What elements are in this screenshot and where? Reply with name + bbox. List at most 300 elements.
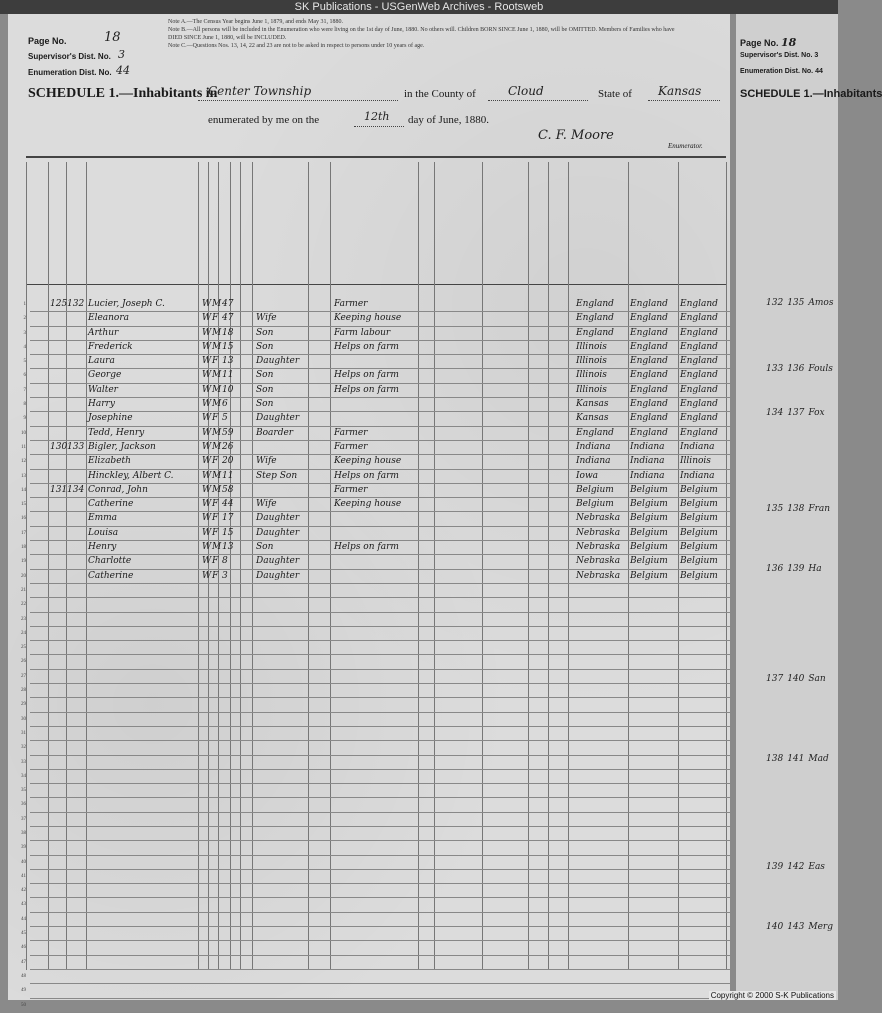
table-row [23, 412, 730, 426]
table-row [21, 927, 730, 941]
table-row [21, 856, 730, 870]
cell-color: W [202, 427, 212, 438]
cell-dwelling: 125 [50, 299, 68, 309]
table-row [21, 670, 730, 684]
table-row [21, 999, 730, 1013]
cell-father: England [630, 399, 668, 410]
cell-n: 24 [21, 630, 26, 636]
cell-n: 40 [21, 859, 26, 865]
next-page-entry [766, 862, 829, 872]
cell-age: 26 [222, 441, 234, 452]
cell-name: Henry [88, 542, 117, 553]
cell-color: W [202, 456, 212, 467]
next-entry-family: 136 [787, 364, 805, 374]
cell-age: 11 [222, 470, 234, 481]
cell-relation: Son [256, 327, 274, 338]
cell-father: England [630, 327, 668, 338]
cell-n: 29 [21, 702, 26, 708]
cell-n: 43 [21, 902, 26, 908]
county: Cloud [508, 84, 544, 98]
next-entry-name: Fran [808, 504, 831, 514]
table-row [21, 541, 730, 555]
cell-family: 133 [67, 441, 85, 452]
cell-color: W [202, 542, 212, 553]
cell-color: W [202, 413, 212, 424]
cell-name: Tedd, Henry [88, 427, 145, 438]
cell-n: 18 [21, 545, 26, 551]
next-page-entry [766, 754, 833, 764]
table-row [21, 813, 730, 827]
supervisor-label: Supervisor's Dist. No. [28, 52, 111, 61]
cell-color: W [202, 441, 212, 452]
cell-n: 28 [21, 688, 26, 694]
table-row [21, 956, 730, 970]
cell-birth: England [576, 299, 614, 309]
cell-sex: F [212, 499, 219, 510]
cell-father: Belgium [630, 570, 668, 581]
table-row [21, 498, 730, 512]
cell-mother: Belgium [680, 556, 718, 567]
cell-n: 46 [21, 945, 26, 951]
next-page-entry [766, 564, 826, 574]
cell-sex: F [212, 313, 219, 324]
next-entry-dwelling: 134 [766, 408, 784, 418]
cell-birth: Nebraska [576, 527, 621, 538]
table-row [21, 641, 730, 655]
cell-sex: M [212, 327, 222, 338]
next-entry-family: 140 [787, 674, 805, 684]
township: Center Township [208, 84, 312, 98]
cell-name: Emma [88, 513, 118, 524]
cell-color: W [202, 399, 212, 410]
cell-birth: Illinois [576, 370, 607, 381]
cell-name: Louisa [88, 527, 119, 538]
next-entry-dwelling: 137 [766, 674, 784, 684]
cell-father: England [630, 299, 668, 309]
copyright: Copyright © 2000 S-K Publications [710, 991, 834, 1000]
cell-age: 3 [222, 570, 228, 581]
table-row [21, 570, 730, 584]
cell-age: 10 [222, 384, 234, 395]
cell-n: 45 [21, 931, 26, 937]
table-row [21, 898, 730, 912]
cell-father: England [630, 341, 668, 352]
cell-sex: F [212, 527, 219, 538]
enumeration-label: Enumeration Dist. No. [28, 68, 112, 77]
cell-birth: Illinois [576, 384, 607, 395]
cell-n: 23 [21, 616, 26, 622]
cell-birth: Kansas [576, 413, 609, 424]
next-entry-family: 135 [787, 298, 805, 308]
cell-occupation: Helps on farm [334, 542, 399, 553]
cell-age: 47 [222, 299, 234, 309]
table-row [23, 327, 730, 341]
cell-occupation: Helps on farm [334, 384, 399, 395]
table-row [21, 784, 730, 798]
cell-age: 18 [222, 327, 234, 338]
next-entry-family: 142 [787, 862, 805, 872]
cell-sex: F [212, 570, 219, 581]
cell-n: 8 [23, 402, 26, 408]
table-row [21, 627, 730, 641]
cell-age: 20 [222, 456, 234, 467]
cell-birth: Nebraska [576, 556, 621, 567]
cell-n: 7 [23, 387, 26, 393]
cell-mother: Indiana [680, 441, 715, 452]
cell-relation: Son [256, 341, 274, 352]
enumeration-day: 12th [364, 110, 390, 123]
cell-relation: Daughter [256, 513, 300, 524]
next-entry-name: Merg [808, 922, 833, 932]
cell-mother: England [680, 370, 718, 381]
cell-n: 17 [21, 530, 26, 536]
cell-relation: Daughter [256, 413, 300, 424]
cell-sex: M [212, 484, 222, 495]
table-row [21, 527, 730, 541]
next-page-label: Page No. 18 [740, 36, 797, 49]
cell-occupation: Helps on farm [334, 341, 399, 352]
cell-birth: Indiana [576, 456, 611, 467]
cell-n: 10 [21, 430, 26, 436]
cell-n: 48 [21, 973, 26, 979]
cell-occupation: Helps on farm [334, 370, 399, 381]
cell-n: 13 [21, 473, 26, 479]
cell-age: 15 [222, 341, 234, 352]
cell-n: 34 [21, 773, 26, 779]
cell-age: 17 [222, 513, 234, 524]
cell-n: 4 [23, 344, 26, 350]
cell-n: 31 [21, 730, 26, 736]
table-row [21, 713, 730, 727]
cell-relation: Step Son [256, 470, 298, 481]
cell-name: Eleanora [88, 313, 130, 324]
cell-n: 36 [21, 802, 26, 808]
cell-n: 35 [21, 788, 26, 794]
county-label: in the County of [404, 88, 476, 100]
cell-mother: England [680, 413, 718, 424]
table-row [23, 341, 730, 355]
next-entry-family: 138 [787, 504, 805, 514]
cell-father: England [630, 413, 668, 424]
cell-birth: Kansas [576, 399, 609, 410]
cell-father: England [630, 356, 668, 367]
note-a: Note A.—The Census Year begins June 1, 1879, and ends May 31, 1880. [168, 19, 343, 25]
cell-relation: Son [256, 399, 274, 410]
next-entry-name: Amos [808, 298, 834, 308]
table-row [21, 598, 730, 612]
cell-n: 39 [21, 845, 26, 851]
next-entry-name: Ha [808, 564, 822, 574]
cell-occupation: Farmer [334, 427, 368, 438]
table-row [23, 312, 730, 326]
cell-n: 30 [21, 716, 26, 722]
cell-relation: Daughter [256, 356, 300, 367]
cell-age: 13 [222, 356, 234, 367]
cell-n: 37 [21, 816, 26, 822]
next-page-entry [766, 504, 834, 514]
cell-sex: F [212, 456, 219, 467]
cell-name: Charlotte [88, 556, 132, 567]
next-entry-dwelling: 132 [766, 298, 784, 308]
table-row [21, 512, 730, 526]
cell-color: W [202, 313, 212, 324]
cell-father: England [630, 427, 668, 438]
cell-color: W [202, 499, 212, 510]
table-row [21, 913, 730, 927]
cell-color: W [202, 341, 212, 352]
cell-mother: England [680, 341, 718, 352]
cell-age: 11 [222, 370, 234, 381]
cell-birth: Nebraska [576, 513, 621, 524]
cell-color: W [202, 527, 212, 538]
cell-sex: M [212, 299, 222, 309]
cell-name: Hinckley, Albert C. [88, 470, 174, 481]
cell-occupation: Farmer [334, 299, 368, 309]
cell-age: 6 [222, 399, 228, 410]
cell-name: Arthur [88, 327, 119, 338]
table-row [23, 298, 730, 312]
cell-family: 134 [67, 484, 85, 495]
cell-n: 1 [23, 302, 26, 307]
cell-sex: M [212, 427, 222, 438]
cell-relation: Daughter [256, 527, 300, 538]
cell-dwelling: 130 [50, 441, 68, 452]
next-page-entry [766, 298, 837, 308]
cell-n: 44 [21, 916, 26, 922]
next-entry-family: 139 [787, 564, 805, 574]
next-entry-family: 141 [787, 754, 805, 764]
cell-n: 11 [21, 444, 26, 450]
next-schedule-title: SCHEDULE 1.—Inhabitants [740, 88, 882, 100]
cell-occupation: Keeping house [334, 313, 402, 324]
cell-birth: Illinois [576, 356, 607, 367]
table-row [21, 727, 730, 741]
state-label: State of [598, 88, 632, 100]
table-row [21, 941, 730, 955]
cell-n: 41 [21, 873, 26, 879]
cell-occupation: Farmer [334, 441, 368, 452]
cell-name: Conrad, John [88, 484, 148, 495]
cell-sex: M [212, 341, 222, 352]
table-row [21, 870, 730, 884]
table-row [21, 555, 730, 569]
table-row [23, 384, 730, 398]
enumerator-label: Enumerator. [668, 142, 703, 150]
cell-birth: Nebraska [576, 570, 621, 581]
cell-name: George [88, 370, 122, 381]
cell-n: 12 [21, 459, 26, 465]
cell-age: 47 [222, 313, 234, 324]
cell-n: 9 [23, 416, 26, 422]
table-row [23, 369, 730, 383]
cell-relation: Boarder [256, 427, 294, 438]
next-page-entry [766, 364, 837, 374]
census-grid [21, 298, 730, 1013]
cell-name: Bigler, Jackson [88, 441, 156, 452]
next-entry-name: Fox [808, 408, 825, 418]
enumerated-label: enumerated by me on the [208, 114, 320, 126]
cell-n: 21 [21, 587, 26, 593]
cell-occupation: Keeping house [334, 456, 402, 467]
cell-name: Frederick [88, 341, 133, 352]
cell-father: England [630, 370, 668, 381]
cell-mother: Belgium [680, 570, 718, 581]
cell-n: 38 [21, 830, 26, 836]
cell-mother: England [680, 427, 718, 438]
cell-relation: Daughter [256, 570, 300, 581]
cell-name: Walter [88, 384, 118, 395]
note-b: Note B.—All persons will be included in the Enumeration who were living on the 1st day of June, 1880. No others will. Children BORN SINCE June 1, 1880, will be OMITTED. Members of Families who have DIED SINCE June 1, 1880, will be INCLUDED. [168, 27, 675, 41]
next-entry-name: Mad [808, 754, 829, 764]
page-number: 18 [104, 30, 121, 45]
cell-color: W [202, 299, 212, 309]
state: Kansas [658, 84, 702, 98]
cell-age: 44 [222, 499, 234, 510]
cell-father: Belgium [630, 513, 668, 524]
cell-sex: M [212, 399, 222, 410]
table-row [21, 984, 730, 998]
cell-name: Elizabeth [88, 456, 131, 467]
cell-occupation: Keeping house [334, 499, 402, 510]
table-row [21, 884, 730, 898]
cell-mother: England [680, 313, 718, 324]
cell-n: 26 [21, 659, 26, 665]
cell-father: Indiana [630, 456, 665, 467]
cell-father: Belgium [630, 499, 668, 510]
cell-birth: Nebraska [576, 542, 621, 553]
cell-mother: England [680, 384, 718, 395]
source-bar: SK Publications - USGenWeb Archives - Rootsweb [0, 0, 838, 14]
table-row [21, 841, 730, 855]
month-label: day of June, 1880. [408, 114, 489, 126]
cell-name: Laura [88, 356, 115, 367]
next-entry-name: Fouls [808, 364, 833, 374]
cell-mother: Belgium [680, 527, 718, 538]
cell-color: W [202, 327, 212, 338]
cell-mother: Belgium [680, 542, 718, 553]
cell-mother: Illinois [680, 456, 711, 467]
table-row [21, 455, 730, 469]
cell-birth: Illinois [576, 341, 607, 352]
cell-n: 16 [21, 516, 26, 522]
table-row [21, 613, 730, 627]
cell-n: 5 [23, 359, 26, 365]
cell-n: 49 [21, 988, 26, 994]
table-row [21, 827, 730, 841]
cell-father: Indiana [630, 470, 665, 481]
cell-birth: Iowa [576, 470, 599, 481]
cell-relation: Son [256, 542, 274, 553]
cell-age: 5 [222, 413, 228, 424]
table-row [21, 698, 730, 712]
cell-sex: M [212, 542, 222, 553]
next-entry-dwelling: 140 [766, 922, 784, 932]
next-page-partial [736, 14, 882, 1000]
cell-mother: England [680, 356, 718, 367]
cell-age: 58 [222, 484, 234, 495]
table-row [21, 484, 730, 498]
cell-color: W [202, 513, 212, 524]
cell-mother: England [680, 299, 718, 309]
table-row [21, 655, 730, 669]
next-entry-dwelling: 136 [766, 564, 784, 574]
enumerator-signature: C. F. Moore [538, 128, 614, 143]
cell-n: 32 [21, 745, 26, 751]
cell-color: W [202, 384, 212, 395]
page-label: Page No. [28, 36, 67, 46]
table-row [21, 441, 730, 455]
cell-n: 15 [21, 502, 26, 508]
cell-father: Belgium [630, 542, 668, 553]
next-page-entry [766, 922, 837, 932]
cell-mother: Belgium [680, 513, 718, 524]
cell-sex: F [212, 356, 219, 367]
cell-relation: Wife [256, 456, 277, 467]
cell-relation: Son [256, 384, 274, 395]
cell-birth: Belgium [576, 484, 614, 495]
cell-name: Josephine [88, 413, 133, 424]
cell-color: W [202, 470, 212, 481]
next-entry-dwelling: 138 [766, 754, 784, 764]
cell-color: W [202, 370, 212, 381]
cell-sex: M [212, 441, 222, 452]
cell-father: Belgium [630, 527, 668, 538]
next-page-entry [766, 674, 830, 684]
cell-birth: England [576, 327, 614, 338]
table-row [21, 970, 730, 984]
cell-mother: Belgium [680, 499, 718, 510]
cell-n: 6 [23, 373, 26, 379]
table-row [21, 741, 730, 755]
table-row [21, 584, 730, 598]
table-row [23, 355, 730, 369]
cell-n: 20 [21, 573, 26, 579]
cell-birth: Belgium [576, 499, 614, 510]
table-row [21, 684, 730, 698]
table-row [21, 756, 730, 770]
census-notes [168, 18, 688, 50]
cell-name: Catherine [88, 499, 134, 510]
cell-occupation: Helps on farm [334, 470, 399, 481]
cell-color: W [202, 484, 212, 495]
next-supervisor-label: Supervisor's Dist. No. 3 [740, 52, 819, 59]
cell-n: 42 [21, 888, 26, 894]
table-row [23, 398, 730, 412]
next-entry-dwelling: 133 [766, 364, 784, 374]
cell-n: 50 [21, 1002, 26, 1008]
cell-color: W [202, 556, 212, 567]
next-entry-dwelling: 135 [766, 504, 784, 514]
schedule-title: SCHEDULE 1.—Inhabitants in [28, 86, 218, 101]
cell-age: 8 [222, 556, 228, 567]
table-row [21, 470, 730, 484]
next-enumeration-label: Enumeration Dist. No. 44 [740, 68, 823, 75]
next-entry-dwelling: 139 [766, 862, 784, 872]
cell-mother: Indiana [680, 470, 715, 481]
cell-n: 25 [21, 645, 26, 651]
cell-relation: Daughter [256, 556, 300, 567]
table-row [21, 770, 730, 784]
cell-name: Harry [88, 399, 115, 410]
cell-n: 2 [23, 316, 26, 322]
cell-name: Lucier, Joseph C. [88, 299, 165, 309]
cell-n: 22 [21, 602, 26, 608]
census-page [8, 14, 730, 1008]
cell-sex: M [212, 384, 222, 395]
next-entry-family: 143 [787, 922, 805, 932]
cell-family: 132 [67, 299, 85, 309]
cell-mother: Belgium [680, 484, 718, 495]
